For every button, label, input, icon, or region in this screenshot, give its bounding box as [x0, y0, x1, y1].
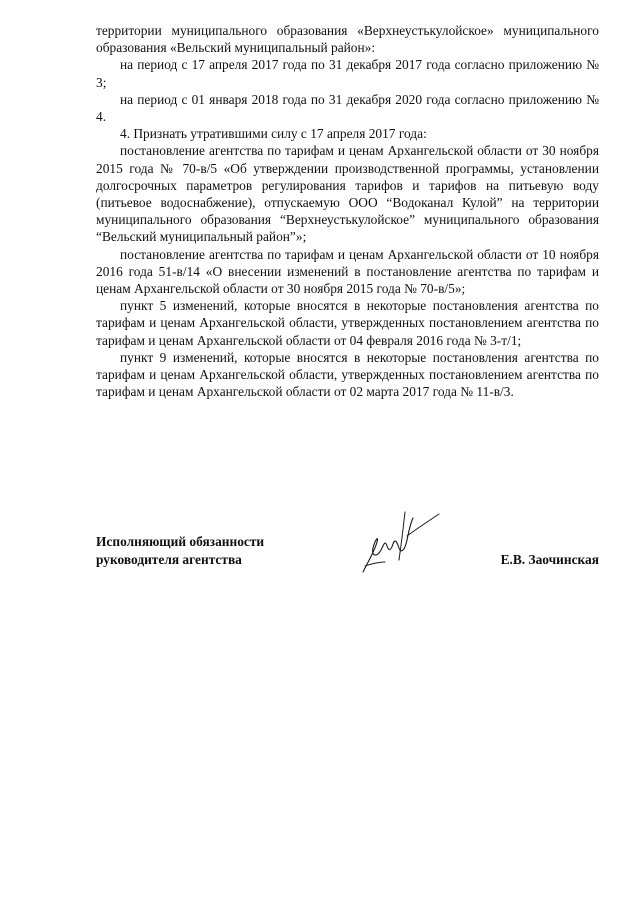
- paragraph-period-2017: на период с 17 апреля 2017 года по 31 декабря 2017 года согласно приложению № 3;: [96, 57, 599, 90]
- paragraph-point-9-amendments: пункт 9 изменений, которые вносятся в некоторые постановления агентства по тарифам и ценам Архангельской области, утвержденных постановлением агентства по тарифам и ценам Архангельской области от 02 марта 2017 года № 11-в/3.: [96, 349, 599, 400]
- paragraph-resolution-51-v-14: постановление агентства по тарифам и ценам Архангельской области от 10 ноября 2016 года 51-в/14 «О внесении изменений в постановление агентства по тарифам и ценам Архангельской области от 30 ноября 2015 года № 70-в/5»;: [96, 246, 599, 297]
- paragraph-point-5-amendments: пункт 5 изменений, которые вносятся в некоторые постановления агентства по тарифам и ценам Архангельской области, утвержденных постановлением агентства по тарифам и ценам Архангельской области от 04 февраля 2016 года № 3-т/1;: [96, 298, 599, 348]
- signatory-title-line-1: Исполняющий обязанности: [96, 534, 265, 549]
- signatory-title: [96, 533, 264, 568]
- paragraph-period-2018-2020: на период с 01 января 2018 года по 31 декабря 2020 года согласно приложению № 4.: [96, 91, 599, 125]
- signatory-name: Е.В. Заочинская: [500, 551, 599, 567]
- signature-block: [96, 533, 599, 573]
- signatory-title-line-2: руководителя агентства: [96, 551, 242, 567]
- paragraph-item-4-heading: 4. Признать утратившими силу с 17 апреля 2017 года:: [120, 126, 427, 142]
- document-body: [96, 22, 599, 400]
- paragraph-territory-continuation: территории муниципального образования «Верхнеустькулойское» муниципального образования «Вельский муниципальный район»:: [96, 23, 599, 56]
- paragraph-resolution-70-v-5: постановление агентства по тарифам и ценам Архангельской области от 30 ноября 2015 года № 70-в/5 «Об утверждении производственной программы, установлении долгосрочных параметров регулирования тарифов и тарифов на питьевую воду (питьевое водоснабжение), отпускаемую ООО “Водоканал Кулой” на территории муниципального образования “Верхнеустькулойское” муниципального образования “Вельский муниципальный район”»;: [96, 143, 599, 245]
